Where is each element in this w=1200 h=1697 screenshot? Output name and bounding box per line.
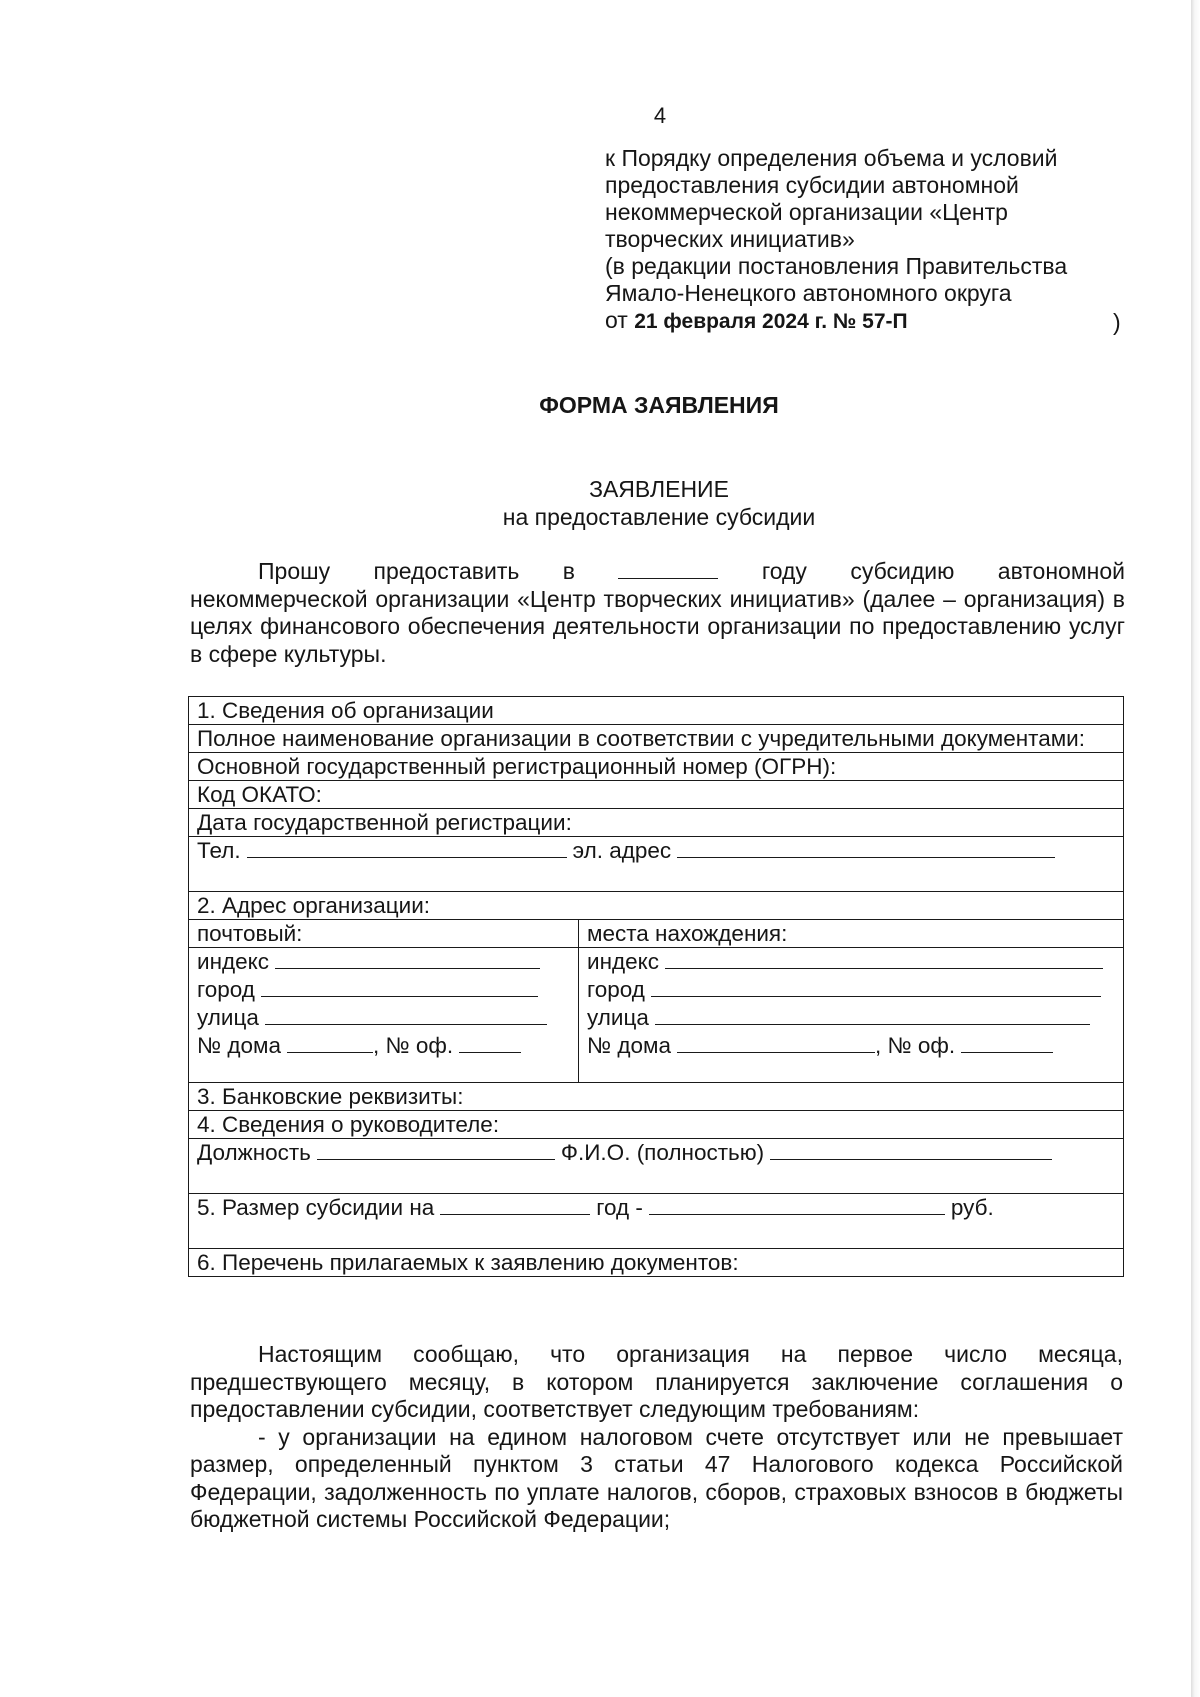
currency-label: руб. [950, 1195, 994, 1220]
location-street-blank[interactable] [655, 1004, 1090, 1025]
org-full-name-field: Полное наименование организации в соответствии с учредительными документами: [189, 725, 1124, 753]
section-6-title: 6. Перечень прилагаемых к заявлению документов: [189, 1249, 1124, 1277]
document-subtitle: на предоставление субсидии [502, 504, 816, 530]
postal-house-blank[interactable] [287, 1032, 373, 1053]
postal-street-label: улица [197, 1005, 259, 1030]
tel-label: Тел. [197, 838, 241, 863]
email-blank[interactable] [677, 837, 1055, 858]
date-prefix: от [605, 307, 628, 333]
body-text [190, 1341, 1123, 1534]
subsidy-label: 5. Размер субсидии на [197, 1195, 435, 1220]
intro-rest: некоммерческой организации «Центр творческих инициатив» (далее – организация) в целях финансового обеспечения деятельности организации по предоставлению услуг в сфере культуры. [190, 585, 1125, 667]
postal-house-label: № дома [197, 1033, 282, 1058]
location-city-label: город [587, 977, 645, 1002]
fio-label: Ф.И.О. (полностью) [560, 1140, 765, 1165]
year-blank[interactable] [618, 558, 718, 579]
section-2-title: 2. Адрес организации: [189, 892, 1124, 920]
subsidy-year-label: год - [596, 1195, 643, 1220]
page-number: 4 [653, 103, 667, 128]
location-index-blank[interactable] [665, 948, 1103, 969]
application-form-table [188, 696, 1124, 1277]
location-index-label: индекс [587, 949, 659, 974]
email-label: эл. адрес [572, 838, 672, 863]
location-house-label: № дома [587, 1033, 672, 1058]
location-office-blank[interactable] [961, 1032, 1053, 1053]
postal-city-label: город [197, 977, 255, 1002]
intro-word: в [562, 558, 576, 584]
subsidy-amount-blank[interactable] [649, 1194, 945, 1215]
subsidy-amount-row [189, 1194, 1124, 1249]
director-row [189, 1139, 1124, 1194]
postal-address-cell [189, 948, 579, 1083]
section-4-title: 4. Сведения о руководителе: [189, 1111, 1124, 1139]
postal-office-blank[interactable] [459, 1032, 521, 1053]
contacts-row [189, 837, 1124, 892]
position-label: Должность [197, 1140, 311, 1165]
document-title: ЗАЯВЛЕНИЕ [589, 476, 729, 502]
ogrn-field: Основной государственный регистрационный номер (ОГРН): [189, 753, 1124, 781]
postal-office-label: , № оф. [373, 1033, 454, 1058]
postal-city-blank[interactable] [261, 976, 538, 997]
intro-word: году [761, 558, 807, 584]
page-edge-shadow [1191, 0, 1200, 1697]
subsidy-year-blank[interactable] [440, 1194, 590, 1215]
appendix-line: к Порядку определения объема и условий [605, 145, 1058, 171]
postal-index-label: индекс [197, 949, 269, 974]
appendix-note [605, 145, 1125, 335]
appendix-date-line [605, 307, 1125, 335]
location-street-label: улица [587, 1005, 649, 1030]
intro-first-line [190, 558, 1125, 586]
fio-blank[interactable] [770, 1139, 1052, 1160]
registration-date-field: Дата государственной регистрации: [189, 809, 1124, 837]
position-blank[interactable] [317, 1139, 555, 1160]
location-address-cell [579, 948, 1124, 1083]
location-city-blank[interactable] [651, 976, 1101, 997]
appendix-line: Ямало-Ненецкого автономного округа [605, 280, 1012, 306]
location-address-header: места нахождения: [579, 920, 1124, 948]
intro-paragraph [190, 558, 1125, 668]
intro-word: автономной [997, 558, 1125, 584]
resolution-date: 21 февраля 2024 г. № 57-П [634, 310, 908, 333]
postal-index-blank[interactable] [275, 948, 540, 969]
section-1-title: 1. Сведения об организации [189, 697, 1124, 725]
location-office-label: , № оф. [875, 1033, 956, 1058]
intro-word: субсидию [850, 558, 955, 584]
appendix-line: творческих инициатив» [605, 226, 855, 252]
intro-word: Прошу [258, 558, 331, 584]
document-title-block [0, 475, 1200, 531]
closing-paren: ) [1113, 309, 1121, 335]
section-3-title: 3. Банковские реквизиты: [189, 1083, 1124, 1111]
tel-blank[interactable] [247, 837, 567, 858]
body-paragraph: Настоящим сообщаю, что организация на первое число месяца, предшествующего месяцу, в котором планируется заключение соглашения о предоставлении субсидии, соответствует следующим требованиям: [190, 1341, 1123, 1422]
location-house-blank[interactable] [677, 1032, 875, 1053]
appendix-line: (в редакции постановления Правительства [605, 253, 1068, 279]
okato-field: Код ОКАТО: [189, 781, 1124, 809]
body-paragraph: - у организации на едином налоговом счете отсутствует или не превышает размер, определенный пунктом 3 статьи 47 Налогового кодекса Российской Федерации, задолженность по уплате налогов, сборов, страховых взносов в бюджеты бюджетной системы Российской Федерации; [190, 1423, 1123, 1532]
appendix-line: предоставления субсидии автономной [605, 172, 1019, 198]
intro-word: предоставить [373, 558, 520, 584]
form-title: ФОРМА ЗАЯВЛЕНИЯ [539, 392, 779, 418]
appendix-line: некоммерческой организации «Центр [605, 199, 1008, 225]
postal-address-header: почтовый: [189, 920, 579, 948]
postal-street-blank[interactable] [265, 1004, 547, 1025]
